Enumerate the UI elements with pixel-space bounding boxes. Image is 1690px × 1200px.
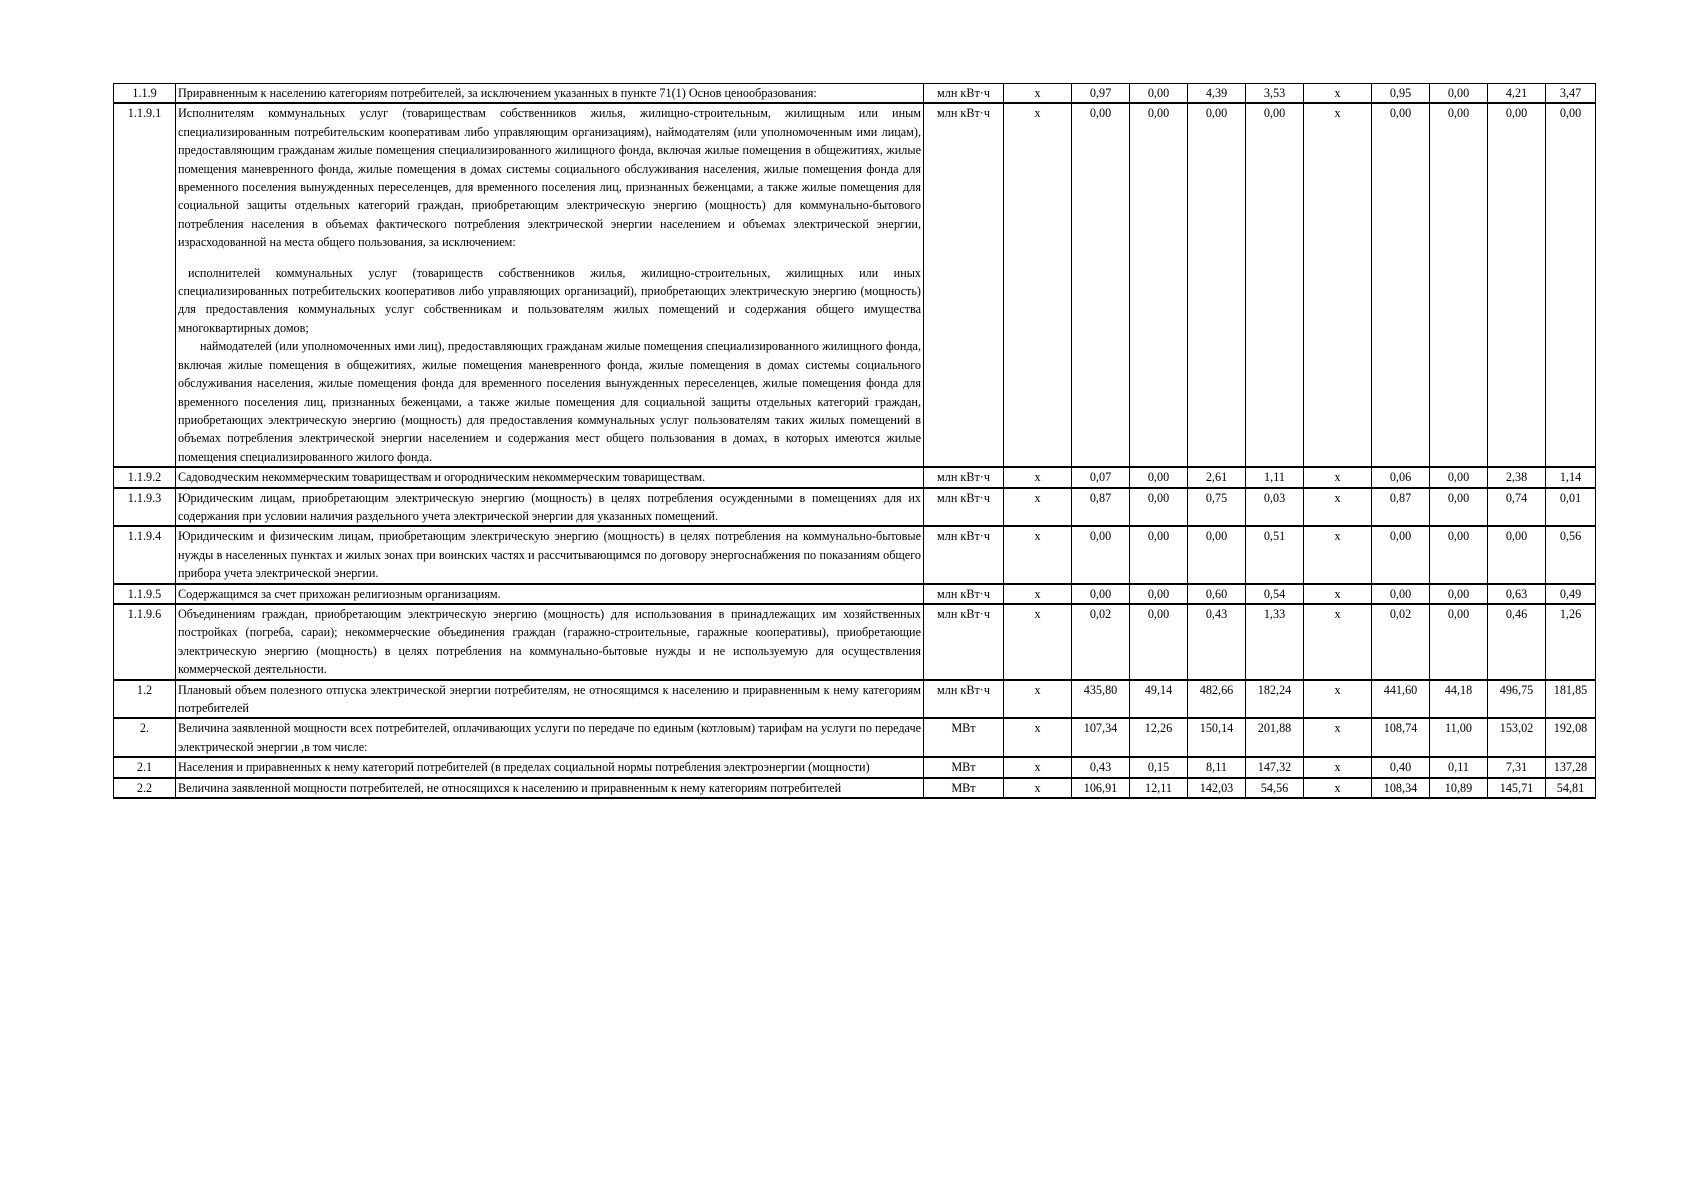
value-cell: 0,00 xyxy=(1130,84,1188,104)
value-cell: 0,00 xyxy=(1430,488,1488,527)
row-number: 1.1.9.5 xyxy=(114,584,176,604)
value-cell: x xyxy=(1304,604,1372,680)
value-cell: 0,00 xyxy=(1372,526,1430,583)
table-row xyxy=(114,718,1596,757)
value-cell: 108,74 xyxy=(1372,718,1430,757)
value-cell: 0,51 xyxy=(1246,526,1304,583)
row-description xyxy=(176,718,924,757)
value-cell: 0,00 xyxy=(1072,103,1130,467)
value-cell: 0,00 xyxy=(1430,467,1488,487)
value-cell: 0,00 xyxy=(1188,103,1246,467)
row-description xyxy=(176,84,924,104)
value-cell: 0,00 xyxy=(1372,584,1430,604)
value-cell: 153,02 xyxy=(1488,718,1546,757)
table-row xyxy=(114,84,1596,104)
value-cell: 4,39 xyxy=(1188,84,1246,104)
value-cell: 142,03 xyxy=(1188,778,1246,798)
value-cell: 0,00 xyxy=(1130,604,1188,680)
value-cell: 0,87 xyxy=(1072,488,1130,527)
value-cell: 107,34 xyxy=(1072,718,1130,757)
value-cell: 441,60 xyxy=(1372,680,1430,719)
value-cell: 2,38 xyxy=(1488,467,1546,487)
table-row xyxy=(114,604,1596,680)
row-unit: млн кВт·ч xyxy=(924,467,1004,487)
value-cell: x xyxy=(1304,84,1372,104)
value-cell: 0,00 xyxy=(1246,103,1304,467)
value-cell: x xyxy=(1004,488,1072,527)
row-number: 1.1.9.4 xyxy=(114,526,176,583)
row-number: 2.1 xyxy=(114,757,176,777)
value-cell: 0,00 xyxy=(1130,584,1188,604)
value-cell: 0,43 xyxy=(1188,604,1246,680)
value-cell: 0,02 xyxy=(1072,604,1130,680)
value-cell: 54,81 xyxy=(1546,778,1596,798)
description-paragraph: Юридическим и физическим лицам, приобретающим электрическую энергию (мощность) в целях потребления на коммунально-бытовые нужды в населенных пунктах и жилых зонах при воинских частях и рассчитывающимся по договору энергоснабжения по показаниям общего прибора учета электрической энергии. xyxy=(178,529,921,581)
value-cell: 0,00 xyxy=(1488,103,1546,467)
table-row xyxy=(114,103,1596,467)
row-unit: млн кВт·ч xyxy=(924,680,1004,719)
value-cell: 435,80 xyxy=(1072,680,1130,719)
value-cell: 0,15 xyxy=(1130,757,1188,777)
value-cell: 0,74 xyxy=(1488,488,1546,527)
value-cell: 106,91 xyxy=(1072,778,1130,798)
value-cell: 0,95 xyxy=(1372,84,1430,104)
value-cell: 0,63 xyxy=(1488,584,1546,604)
value-cell: x xyxy=(1304,467,1372,487)
value-cell: 0,00 xyxy=(1072,526,1130,583)
value-cell: 0,00 xyxy=(1430,103,1488,467)
value-cell: x xyxy=(1304,526,1372,583)
row-description xyxy=(176,778,924,798)
value-cell: 0,97 xyxy=(1072,84,1130,104)
value-cell: 192,08 xyxy=(1546,718,1596,757)
row-description xyxy=(176,103,924,467)
description-paragraph: исполнителей коммунальных услуг (товариществ собственников жилья, жилищно-строительных, жилищных или иных специализированных потребительских кооперативов либо управляющих организаций), приобретающих электрическую энергию (мощность) для предоставления коммунальных услуг собственникам и пользователям жилых помещений и содержания общего имущества многоквартирных домов; xyxy=(178,265,921,335)
value-cell: 0,00 xyxy=(1130,467,1188,487)
value-cell: 0,75 xyxy=(1188,488,1246,527)
value-cell: 0,49 xyxy=(1546,584,1596,604)
value-cell: 0,00 xyxy=(1130,103,1188,467)
value-cell: 0,00 xyxy=(1130,488,1188,527)
value-cell: 0,00 xyxy=(1430,604,1488,680)
value-cell: x xyxy=(1004,467,1072,487)
description-paragraph: Плановый объем полезного отпуска электрической энергии потребителям, не относящимся к населению и приравненным к нему категориям потребителей xyxy=(178,682,921,715)
value-cell: x xyxy=(1304,488,1372,527)
value-cell: 0,00 xyxy=(1430,584,1488,604)
value-cell: x xyxy=(1004,718,1072,757)
value-cell: 1,14 xyxy=(1546,467,1596,487)
value-cell: x xyxy=(1004,604,1072,680)
value-cell: 0,00 xyxy=(1188,526,1246,583)
description-paragraph: наймодателей (или уполномоченных ими лиц), предоставляющих гражданам жилые помещения специализированного жилищного фонда, включая жилые помещения в общежитиях, жилые помещения маневренного фонда, жилые помещения в домах системы социального обслуживания населения, жилые помещения фонда для временного поселения вынужденных переселенцев, жилые помещения фонда для временного поселения лиц, признанных беженцами, а также жилые помещения для социальной защиты отдельных категорий граждан, приобретающих электрическую энергию (мощность) для предоставления коммунальных услуг пользователям таких жилых помещений в объемах потребления электрической энергии населением и содержания мест общего пользования в домах, в которых имеются жилые помещения специализированного жилого фонда. xyxy=(178,339,921,464)
row-number: 1.1.9.1 xyxy=(114,103,176,467)
value-cell: 0,11 xyxy=(1430,757,1488,777)
value-cell: 10,89 xyxy=(1430,778,1488,798)
value-cell: 0,43 xyxy=(1072,757,1130,777)
table-row xyxy=(114,467,1596,487)
row-description xyxy=(176,757,924,777)
value-cell: 0,00 xyxy=(1072,584,1130,604)
value-cell: 0,60 xyxy=(1188,584,1246,604)
description-paragraph: Содержащимся за счет прихожан религиозным организациям. xyxy=(178,586,501,601)
value-cell: x xyxy=(1004,680,1072,719)
value-cell: 147,32 xyxy=(1246,757,1304,777)
value-cell: 2,61 xyxy=(1188,467,1246,487)
value-cell: 496,75 xyxy=(1488,680,1546,719)
description-paragraph: Объединениям граждан, приобретающим электрическую энергию (мощность) для использования в принадлежащих им хозяйственных постройках (погреба, сараи); некоммерческие объединения граждан (гаражно-строительные, гаражные кооперативы), приобретающие электрическую энергию (мощность) в целях потребления на коммунально-бытовые нужды и не используемую для осуществления коммерческой деятельности. xyxy=(178,606,921,677)
row-unit: млн кВт·ч xyxy=(924,84,1004,104)
table-row xyxy=(114,680,1596,719)
value-cell: 0,40 xyxy=(1372,757,1430,777)
value-cell: 0,00 xyxy=(1546,103,1596,467)
row-description xyxy=(176,467,924,487)
description-paragraph: Населения и приравненных к нему категорий потребителей (в пределах социальной нормы потребления электроэнергии (мощности) xyxy=(178,760,870,775)
value-cell: 4,21 xyxy=(1488,84,1546,104)
value-cell: 12,26 xyxy=(1130,718,1188,757)
value-cell: 0,87 xyxy=(1372,488,1430,527)
value-cell: 54,56 xyxy=(1246,778,1304,798)
value-cell: 0,56 xyxy=(1546,526,1596,583)
table-row xyxy=(114,584,1596,604)
value-cell: x xyxy=(1004,584,1072,604)
value-cell: 150,14 xyxy=(1188,718,1246,757)
row-unit: МВт xyxy=(924,778,1004,798)
description-paragraph: Приравненным к населению категориям потребителей, за исключением указанных в пункте 71(1) Основ ценообразования: xyxy=(178,86,817,100)
value-cell: x xyxy=(1004,757,1072,777)
row-unit: млн кВт·ч xyxy=(924,604,1004,680)
row-number: 2.2 xyxy=(114,778,176,798)
row-unit: млн кВт·ч xyxy=(924,103,1004,467)
description-paragraph: Юридическим лицам, приобретающим электрическую энергию (мощность) в целях потребления осужденными в помещениях для их содержания при условии наличия раздельного учета электрической энергии для указанных помещений. xyxy=(178,490,921,523)
row-unit: млн кВт·ч xyxy=(924,526,1004,583)
value-cell: x xyxy=(1304,584,1372,604)
row-number: 1.1.9.6 xyxy=(114,604,176,680)
value-cell: 7,31 xyxy=(1488,757,1546,777)
value-cell: 3,53 xyxy=(1246,84,1304,104)
row-unit: млн кВт·ч xyxy=(924,488,1004,527)
value-cell: 137,28 xyxy=(1546,757,1596,777)
table-body xyxy=(114,84,1596,799)
value-cell: 0,02 xyxy=(1372,604,1430,680)
value-cell: 12,11 xyxy=(1130,778,1188,798)
row-number: 1.1.9.3 xyxy=(114,488,176,527)
value-cell: 0,03 xyxy=(1246,488,1304,527)
value-cell: 0,00 xyxy=(1372,103,1430,467)
value-cell: x xyxy=(1304,680,1372,719)
table-row xyxy=(114,488,1596,527)
value-cell: 0,06 xyxy=(1372,467,1430,487)
value-cell: x xyxy=(1004,526,1072,583)
row-unit: млн кВт·ч xyxy=(924,584,1004,604)
value-cell: 0,01 xyxy=(1546,488,1596,527)
value-cell: 108,34 xyxy=(1372,778,1430,798)
row-description xyxy=(176,680,924,719)
value-cell: x xyxy=(1304,778,1372,798)
tariff-table xyxy=(113,83,1596,799)
value-cell: x xyxy=(1004,778,1072,798)
value-cell: 201,88 xyxy=(1246,718,1304,757)
value-cell: 182,24 xyxy=(1246,680,1304,719)
row-unit: МВт xyxy=(924,757,1004,777)
row-description xyxy=(176,488,924,527)
value-cell: 8,11 xyxy=(1188,757,1246,777)
value-cell: x xyxy=(1004,103,1072,467)
row-number: 1.1.9 xyxy=(114,84,176,104)
value-cell: x xyxy=(1304,718,1372,757)
table-row xyxy=(114,757,1596,777)
value-cell: 11,00 xyxy=(1430,718,1488,757)
value-cell: 181,85 xyxy=(1546,680,1596,719)
row-number: 1.2 xyxy=(114,680,176,719)
row-number: 1.1.9.2 xyxy=(114,467,176,487)
row-unit: МВт xyxy=(924,718,1004,757)
value-cell: 0,07 xyxy=(1072,467,1130,487)
value-cell: 1,11 xyxy=(1246,467,1304,487)
value-cell: 0,00 xyxy=(1430,526,1488,583)
value-cell: 3,47 xyxy=(1546,84,1596,104)
value-cell: 0,46 xyxy=(1488,604,1546,680)
value-cell: x xyxy=(1004,84,1072,104)
value-cell: 1,26 xyxy=(1546,604,1596,680)
value-cell: 44,18 xyxy=(1430,680,1488,719)
value-cell: 0,00 xyxy=(1488,526,1546,583)
description-paragraph: Величина заявленной мощности потребителей, не относящихся к населению и приравненным к нему категориям потребителей xyxy=(178,780,842,795)
description-paragraph: Величина заявленной мощности всех потребителей, оплачивающих услуги по передаче по единым (котловым) тарифам на услуги по передаче электрической энергии ,в том числе: xyxy=(178,721,921,754)
value-cell: 0,54 xyxy=(1246,584,1304,604)
value-cell: x xyxy=(1304,757,1372,777)
table-row xyxy=(114,778,1596,798)
value-cell: x xyxy=(1304,103,1372,467)
value-cell: 482,66 xyxy=(1188,680,1246,719)
row-description xyxy=(176,584,924,604)
row-description xyxy=(176,604,924,680)
table-row xyxy=(114,526,1596,583)
value-cell: 145,71 xyxy=(1488,778,1546,798)
description-paragraph: Исполнителям коммунальных услуг (товариществам собственников жилья, жилищно-строительным, жилищным или иным специализированным потребительским кооперативам либо управляющим организациям), наймодателям (или уполномоченным ими лицам), предоставляющим гражданам жилые помещения специализированного жилищного фонда, включая жилые помещения в общежитиях, жилые помещения маневренного фонда, жилые помещения в домах системы социального обслуживания населения, жилые помещения фонда для временного поселения вынужденных переселенцев, для временного поселения лиц, признанных беженцами, а также жилые помещения для социальной защиты отдельных категорий граждан, приобретающим электрическую энергию (мощность) для коммунально-бытового потребления населения в объемах фактического потребления электрической энергии населением и объемах электрической энергии, израсходованной на места общего пользования, за исключением: xyxy=(178,106,921,250)
value-cell: 0,00 xyxy=(1430,84,1488,104)
value-cell: 1,33 xyxy=(1246,604,1304,680)
row-description xyxy=(176,526,924,583)
value-cell: 49,14 xyxy=(1130,680,1188,719)
description-paragraph: Садоводческим некоммерческим товариществам и огородническим некоммерческим товариществам. xyxy=(178,470,706,485)
value-cell: 0,00 xyxy=(1130,526,1188,583)
row-number: 2. xyxy=(114,718,176,757)
